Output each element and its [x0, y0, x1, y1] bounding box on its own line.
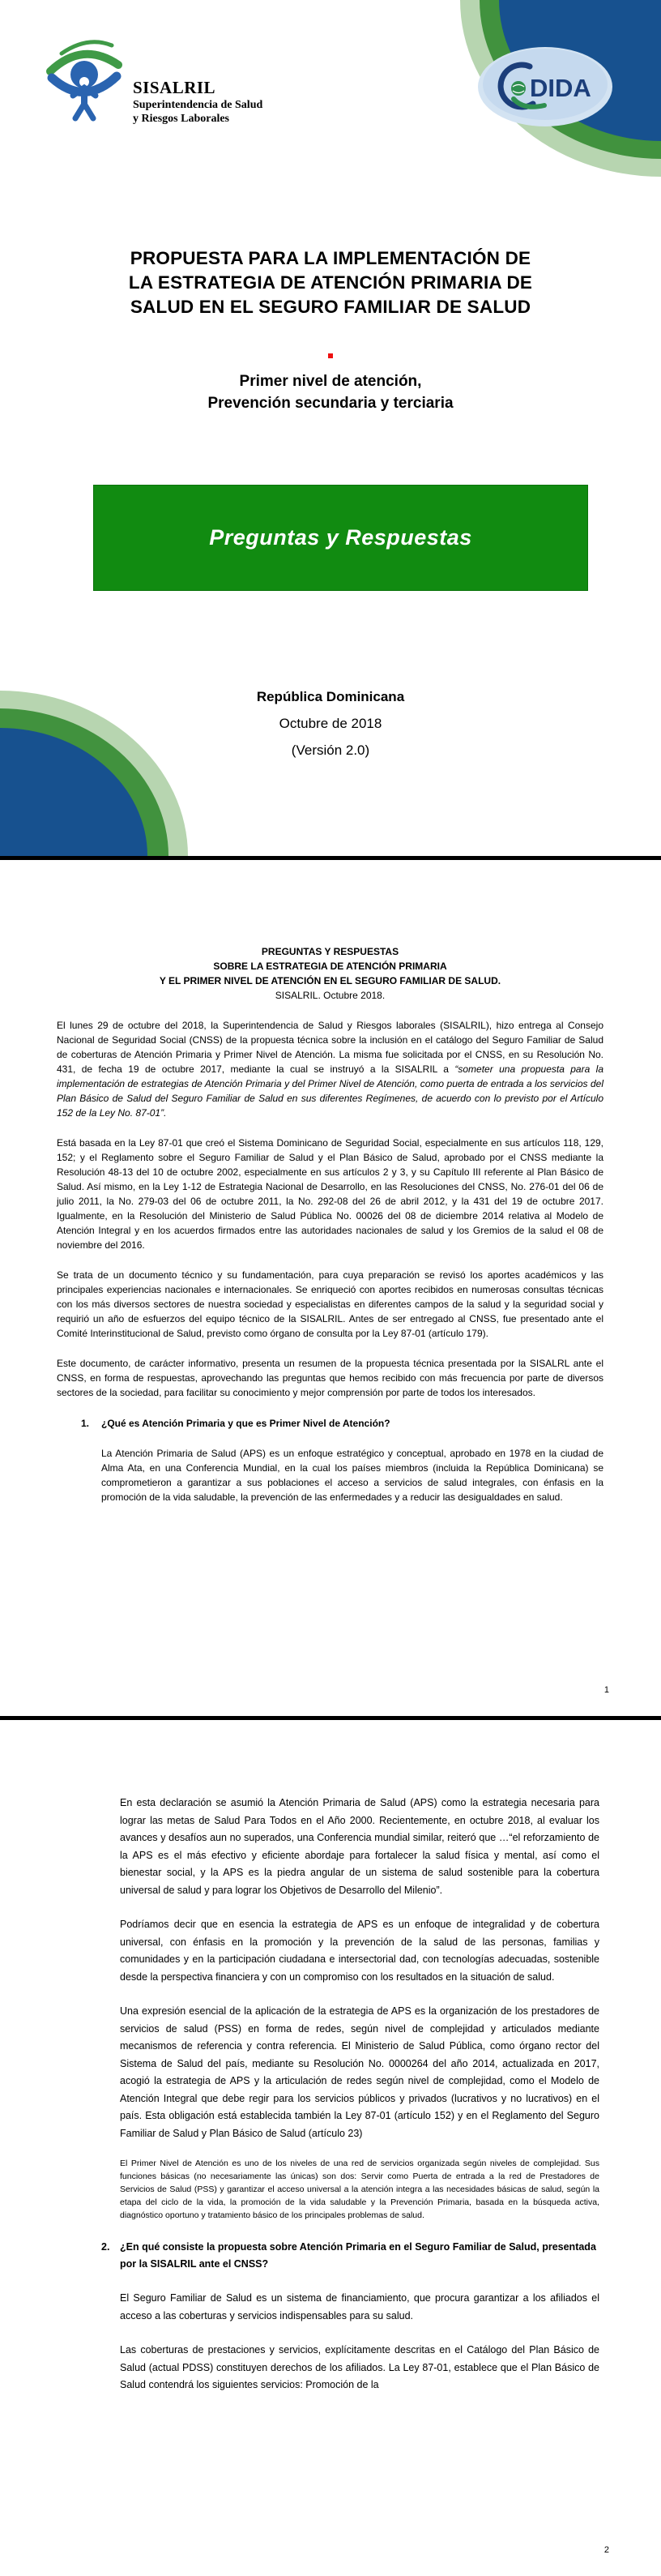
paragraph-technical-document: Se trata de un documento técnico y su fundamentación, para cuya preparación se revisó los aportes académicos y las principales experiencias nacionales e internacionales. Se enriqueció con aportes recibidos en numerosas consultas técnicas con los más diversos sectores de nuestra sociedad y especialistas en diferentes campos de la salud y la seguridad social y requirió un año de esfuerzos del equipo técnico de la SISALRIL. Antes de ser entregado al CNSS, fue presentado ante el Comité Interinstitucional de Salud, previsto como órgano de consulta por la Ley 87-01 (artículo 179).	[57, 1269, 603, 1339]
sisalril-logo-text	[133, 78, 262, 131]
red-dot-separator	[328, 353, 333, 358]
paragraph-first-level-note: El Primer Nivel de Atención es uno de los niveles de una red de servicios organizada según niveles de complejidad. Sus funciones básicas (no necesariamente las únicas) son dos: Servir como Puerta de entrada a la red de Prestadores de Servicios de Salud (PSS) y garantizar el acceso universal a la atención integra a las necesidades básicas de salud, según la etapa del ciclo de la vida, la promoción de la vida saludable y la Prevención Primaria, basada en la búsqueda activa, diagnóstico oportuno y tratamiento básico de los principales problemas de salud.	[120, 2159, 599, 2220]
page-2	[0, 860, 661, 1716]
paragraph-purpose: Este documento, de carácter informativo, presenta un resumen de la propuesta técnica presentada por la SISALRL ante el CNSS, en forma de respuestas, aprovechando las preguntas que hemos recibido con más frecuencia por parte de diversos sectores de la sociedad, para facilitar su conocimiento y mejor comprensión por parte de todos los interesados.	[57, 1358, 603, 1398]
sisalril-logo-subtitle-line2: y Riesgos Laborales	[133, 113, 229, 125]
question-1-number: 1.	[81, 1418, 90, 1429]
page2-heading-line3: Y EL PRIMER NIVEL DE ATENCIÓN EN EL SEGURO FAMILIAR DE SALUD.	[159, 975, 501, 986]
dida-logo-text: DIDA	[530, 74, 591, 102]
sisalril-logo-subtitle-line1: Superintendencia de Salud	[133, 99, 263, 111]
answer-1-paragraph: La Atención Primaria de Salud (APS) es un enfoque estratégico y conceptual, aprobado en 1978 en la ciudad de Alma Ata, en una Conferencia Mundial, en la cual los países miembros (incluida la República Dominicana) se comprometieron a garantizar a sus poblaciones el acceso a servicios de salud integrales, con énfasis en la promoción de la vida saludable, la prevención de las enfermedades y a reducir las desigualdades en salud.	[101, 1448, 603, 1503]
paragraph-networks: Una expresión esencial de la aplicación de la estrategia de APS es la organización de los prestadores de servicios de salud (PSS) en forma de redes, según nivel de complejidad y articulados mediante mecanismos de referencia y contra referencia. El Ministerio de Salud Pública, como órgano rector del Sistema de Salud del país, mediante su Resolución No. 0000264 del año 2014, actualizada en 2017, acogió la estrategia de APS y la articulación de redes según nivel de complejidad, como el Modelo de Atención Integral que debe regir para los servicios públicos y privados (lucrativos y no lucrativos) en el país. Esta obligación está establecida también la Ley 87-01 (artículo 152) y en el Reglamento del Seguro Familiar de Salud y Plan Básico de Salud (artículo 23)	[120, 2005, 599, 2139]
title-line-1: PROPUESTA PARA LA IMPLEMENTACIÓN DE	[130, 248, 531, 268]
page2-heading	[57, 944, 603, 1003]
subtitle-line-2: Prevención secundaria y terciaria	[207, 395, 454, 412]
page-number: 1	[603, 1685, 609, 1695]
title-line-2: LA ESTRATEGIA DE ATENCIÓN PRIMARIA DE	[128, 272, 533, 293]
question-1-text: ¿Qué es Atención Primaria y que es Primer Nivel de Atención?	[101, 1418, 390, 1429]
page2-heading-date: SISALRIL. Octubre 2018.	[275, 990, 386, 1001]
cover-page	[0, 0, 661, 856]
paragraph-sfs-financing: El Seguro Familiar de Salud es un sistema de financiamiento, que procura garantizar a los afiliados el acceso a las coberturas y servicios indispensables para su salud.	[120, 2292, 599, 2321]
paragraph-legal-basis: Está basada en la Ley 87-01 que creó el Sistema Dominicano de Seguridad Social, especialmente en sus artículos 118, 129, 152; y el Reglamento sobre el Seguro Familiar de Salud y el Plan Básico de Salud, aprobado por el CNSS mediante la Resolución 48-13 del 10 de octubre 2002, especialmente en sus artículos 2 y 3, y su Capítulo III referente al Plan Básico de Salud. Así mismo, en la Ley 1-12 de Estrategia Nacional de Desarrollo, en las Resoluciones del CNSS, No. 276-01 del 06 de julio 2011, la No. 279-03 del 06 de octubre 2011, la No. 292-08 del 26 de abril 2012, y la 431 del 19 de octubre 2017. Igualmente, en la Resolución del Ministerio de Salud Pública No. 00026 del 08 de diciembre 2014 relativa al Modelo de Atención Integral y en los acuerdos firmados entre las autoridades nacionales de salud y los Gremios de la salud el 08 de noviembre del 2016.	[57, 1137, 603, 1251]
page2-heading-line2: SOBRE LA ESTRATEGIA DE ATENCIÓN PRIMARIA	[213, 961, 447, 972]
banner-label: Preguntas y Respuestas	[209, 525, 472, 550]
title-banner	[93, 485, 588, 591]
page-3	[0, 1720, 661, 2576]
paragraph-intro-quote: “someter una propuesta para la implementación de estrategias de Atención Primaria y del Primer Nivel de Atención, como puerta de entrada a los servicios del Plan Básico de Salud del Seguro Familiar de Salud en sus diferentes Regímenes, de acuerdo con lo previsto por el Artículo 152 de la Ley No. 87-01”.	[57, 1063, 604, 1119]
sisalril-logo	[41, 32, 262, 131]
paragraph-intro-normal: El lunes 29 de octubre del 2018, la Superintendencia de Salud y Riesgos laborales (SISALRIL), hizo entrega al Consejo Nacional de Seguridad Social (CNSS) de la propuesta técnica sobre la inclusión en el catálogo del Seguro Familiar de Salud de coberturas de Atención Primaria y Primer Nivel de Atención. La misma fue solicitada por el CNSS, en su Resolución No. 431, de fecha 19 de octubre 2017, mediante la cual se instruyó a la SISALRIL a	[57, 1020, 603, 1075]
version-label: (Versión 2.0)	[291, 742, 370, 758]
dida-logo-graphic	[476, 45, 614, 128]
date-label: Octubre de 2018	[279, 716, 382, 731]
page-number: 2	[603, 2545, 609, 2555]
cover-footer	[0, 683, 661, 764]
dida-logo	[476, 45, 614, 132]
sisalril-logo-name: SISALRIL	[133, 78, 216, 97]
country-label: República Dominicana	[256, 689, 405, 704]
question-2	[101, 2239, 599, 2273]
paragraph-alma-ata-declaration: En esta declaración se asumió la Atención Primaria de Salud (APS) como la estrategia necesaria para lograr las metas de Salud Para Todos en el Año 2000. Recientemente, en octubre 2018, al evaluar los avances y desafíos aun no superados, una Conferencia mundial similar, reiteró que …“el reforzamiento de la APS es el más efectivo y eficiente abordaje para fortalecer la salud física y mental, así como el bienestar social, y la APS es la piedra angular de un sistema de salud sostenible para la cobertura universal de salud y para lograr los Objetivos de Desarrollo del Milenio”.	[120, 1797, 599, 1896]
document-title	[32, 246, 629, 319]
page2-heading-line1: PREGUNTAS Y RESPUESTAS	[261, 946, 399, 957]
question-2-number: 2.	[101, 2241, 110, 2253]
title-line-3: SALUD EN EL SEGURO FAMILIAR DE SALUD	[130, 297, 531, 317]
question-2-text: ¿En qué consiste la propuesta sobre Atención Primaria en el Seguro Familiar de Salud, presentada por la SISALRIL ante el CNSS?	[120, 2241, 596, 2270]
sisalril-eye-person-icon	[41, 32, 130, 131]
document-subtitle	[32, 370, 629, 414]
subtitle-line-1: Primer nivel de atención,	[239, 373, 422, 390]
paragraph-coverages: Las coberturas de prestaciones y servicios, explícitamente descritas en el Catálogo del Plan Básico de Salud (actual PDSS) constituyen derechos de los afiliados. La Ley 87-01, establece que el Plan Básico de Salud contendrá los siguientes servicios: Promoción de la	[120, 2344, 599, 2390]
question-1	[57, 1416, 603, 1431]
paragraph-intro	[57, 1018, 603, 1120]
paragraph-aps-essence: Podríamos decir que en esencia la estrategia de APS es un enfoque de integralidad y de cobertura universal, con énfasis en la promoción y la prevención de la salud de las personas, familias y comunidades y en la participación ciudadana e intersectorial dad, con tecnologías adecuadas, sostenible desde la perspectiva financiera y con un compromiso con los resultados en la situación de salud.	[120, 1919, 599, 1983]
